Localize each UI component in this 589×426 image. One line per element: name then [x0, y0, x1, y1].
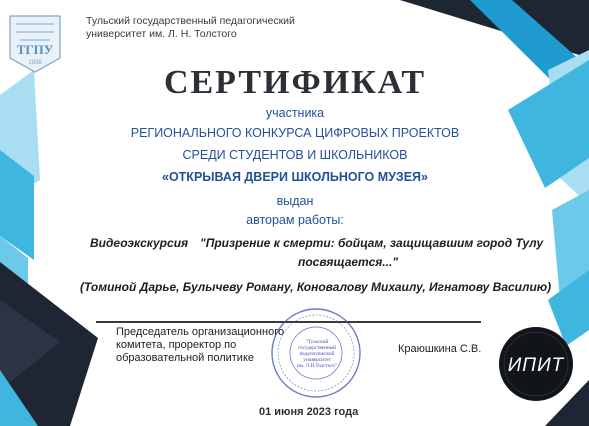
- chairman-title-line2: комитета, проректор по: [116, 339, 237, 351]
- participant-label: участника: [265, 106, 325, 120]
- work-type: Видеоэкскурсия: [90, 236, 189, 250]
- contest-name-line1: РЕГИОНАЛЬНОГО КОНКУРСА ЦИФРОВЫХ ПРОЕКТОВ: [130, 126, 460, 140]
- issued-label: выдан: [276, 194, 314, 208]
- chairman-title: [116, 326, 284, 365]
- stamp-text-line5: им. Л.Н.Толстого": [296, 363, 338, 369]
- stamp-text: [293, 339, 341, 369]
- chairman-title-line3: образовательной политике: [116, 352, 255, 364]
- contest-name-line2: СРЕДИ СТУДЕНТОВ И ШКОЛЬНИКОВ: [182, 148, 408, 162]
- stamp-text-line2: государственный: [298, 345, 336, 351]
- badge-lettering: ИПИТ: [507, 355, 565, 376]
- university-name-line2: университет им. Л. Н. Толстого: [86, 28, 237, 40]
- university-logo: [6, 10, 64, 74]
- work-title-line1: "Призрение к смерти: бойцам, защищавшим город Тулу: [200, 236, 544, 250]
- stamp-text-line1: "Тульский: [305, 339, 329, 345]
- work-title-line2: посвящается...": [298, 255, 399, 269]
- author-names: (Томиной Дарье, Булычеву Роману, Коновалову Михаилу, Игнатову Василию): [80, 280, 552, 294]
- logo-year: 1938: [28, 60, 42, 66]
- logo-lettering: ТГПУ: [16, 42, 54, 57]
- issue-date: 01 июня 2023 года: [259, 406, 359, 418]
- institute-badge: [498, 326, 574, 402]
- university-name: [86, 15, 326, 41]
- stamp-text-line3: педагогический: [299, 351, 335, 357]
- certificate-title: СЕРТИФИКАТ: [163, 64, 427, 101]
- contest-name-line3: «ОТКРЫВАЯ ДВЕРИ ШКОЛЬНОГО МУЗЕЯ»: [162, 170, 428, 184]
- signer-name: Краюшкина С.В.: [398, 343, 482, 355]
- stamp-text-line4: университет: [303, 357, 331, 363]
- authors-label: авторам работы:: [246, 213, 344, 227]
- university-name-line1: Тульский государственный педагогический: [86, 15, 295, 27]
- chairman-title-line1: Председатель организационного: [116, 326, 285, 338]
